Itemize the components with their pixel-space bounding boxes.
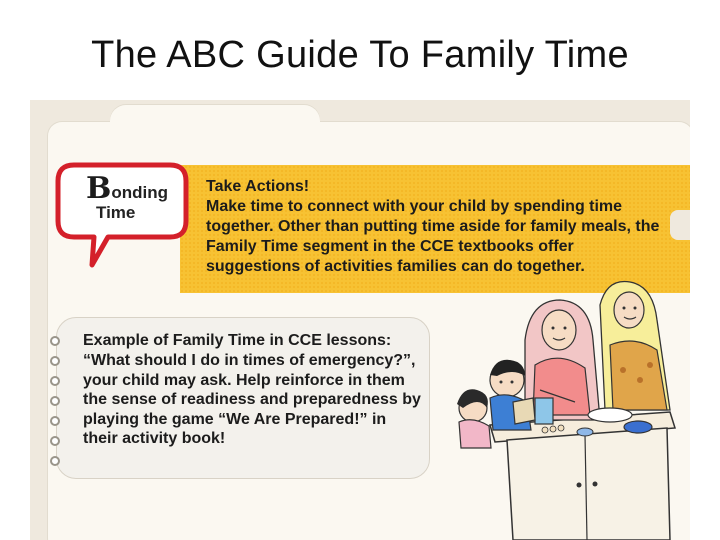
- take-actions-text: Make time to connect with your child by spending time together. Other than putting time aside for family meals, the Family Time segment in the CCE textbooks offer suggestions of activities families can do together.: [206, 198, 660, 275]
- card-tab: [110, 105, 320, 145]
- example-heading: Example of Family Time in CCE lessons:: [83, 332, 392, 349]
- bubble-initial: B: [86, 171, 112, 206]
- bubble-word-time: Time: [96, 203, 136, 222]
- card-notch: [670, 210, 690, 240]
- card-photo: [30, 100, 690, 540]
- take-actions-heading: Take Actions!: [206, 178, 310, 195]
- binder-ring: [50, 356, 60, 366]
- slide-title: The ABC Guide To Family Time: [91, 34, 629, 76]
- example-text: “What should I do in times of emergency?”, your child may ask. Help reinforce in them the sense of readiness and preparedness by playing the game “We Are Prepared!” in their activity book!: [83, 352, 421, 447]
- bubble-word-rest: onding: [111, 183, 169, 202]
- example-notes-card: [56, 317, 430, 479]
- binder-ring: [50, 376, 60, 386]
- bubble-label: [86, 171, 196, 223]
- binder-ring: [50, 456, 60, 466]
- family-cooking-illustration: [435, 280, 685, 540]
- bonding-time-bubble: [52, 157, 192, 282]
- binder-ring: [50, 436, 60, 446]
- binder-ring: [50, 396, 60, 406]
- binder-ring: [50, 336, 60, 346]
- binder-ring: [50, 416, 60, 426]
